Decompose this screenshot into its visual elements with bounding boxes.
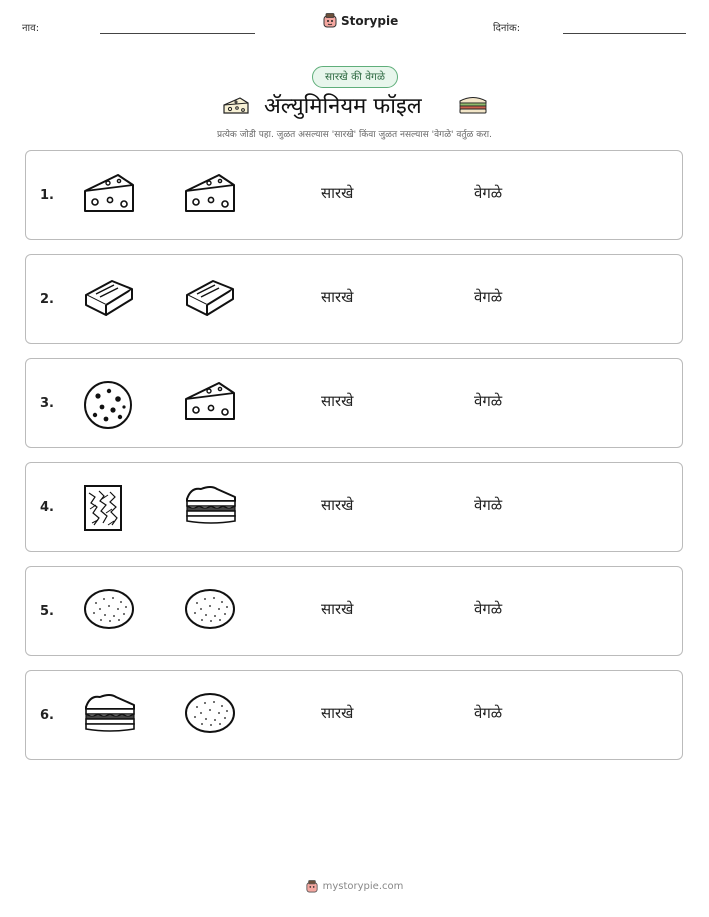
category-badge: सारखे की वेगळे: [312, 66, 398, 88]
tortilla-icon: [183, 691, 237, 739]
same-option[interactable]: सारखे: [321, 704, 354, 722]
date-line[interactable]: [563, 33, 686, 34]
question-row: [25, 462, 683, 552]
page-title: ॲल्युमिनियम फॉइल: [264, 94, 422, 119]
butter-icon: [82, 275, 136, 323]
brand-name: Storypie: [341, 13, 399, 28]
name-line[interactable]: [100, 33, 255, 34]
different-option[interactable]: वेगळे: [474, 392, 503, 410]
cookie-icon: [82, 379, 134, 435]
different-option[interactable]: वेगळे: [474, 184, 503, 202]
question-number: 6.: [40, 708, 54, 723]
cheese-icon: [183, 171, 237, 221]
different-option[interactable]: वेगळे: [474, 288, 503, 306]
question-number: 4.: [40, 500, 54, 515]
different-option[interactable]: वेगळे: [474, 496, 503, 514]
question-number: 1.: [40, 188, 54, 203]
same-option[interactable]: सारखे: [321, 496, 354, 514]
footer: [0, 880, 709, 893]
date-label: दिनांक:: [493, 23, 521, 34]
sandwich-icon: [457, 94, 489, 116]
question-row: [25, 670, 683, 760]
same-option[interactable]: सारखे: [321, 392, 354, 410]
storypie-mascot-icon: [306, 880, 318, 893]
question-number: 3.: [40, 396, 54, 411]
storypie-mascot-icon: [323, 13, 337, 28]
question-number: 2.: [40, 292, 54, 307]
cheese-icon: [222, 96, 250, 116]
tortilla-icon: [183, 587, 237, 635]
question-row: [25, 150, 683, 240]
sandwich-icon: [183, 483, 239, 533]
foil-sheet-icon: [82, 483, 124, 537]
same-option[interactable]: सारखे: [321, 184, 354, 202]
sandwich-icon: [82, 691, 138, 741]
different-option[interactable]: वेगळे: [474, 704, 503, 722]
same-option[interactable]: सारखे: [321, 288, 354, 306]
name-label: नाव:: [22, 23, 40, 34]
cheese-icon: [82, 171, 136, 221]
question-row: [25, 566, 683, 656]
butter-icon: [183, 275, 237, 323]
tortilla-icon: [82, 587, 136, 635]
question-row: [25, 254, 683, 344]
footer-url[interactable]: mystorypie.com: [322, 881, 404, 892]
brand-logo: [323, 13, 398, 28]
different-option[interactable]: वेगळे: [474, 600, 503, 618]
instructions: प्रत्येक जोडी पहा. जुळत असल्यास 'सारखे' किंवा जुळत नसल्यास 'वेगळे' वर्तुळ करा.: [216, 130, 492, 140]
question-row: [25, 358, 683, 448]
same-option[interactable]: सारखे: [321, 600, 354, 618]
question-number: 5.: [40, 604, 54, 619]
cheese-icon: [183, 379, 237, 429]
